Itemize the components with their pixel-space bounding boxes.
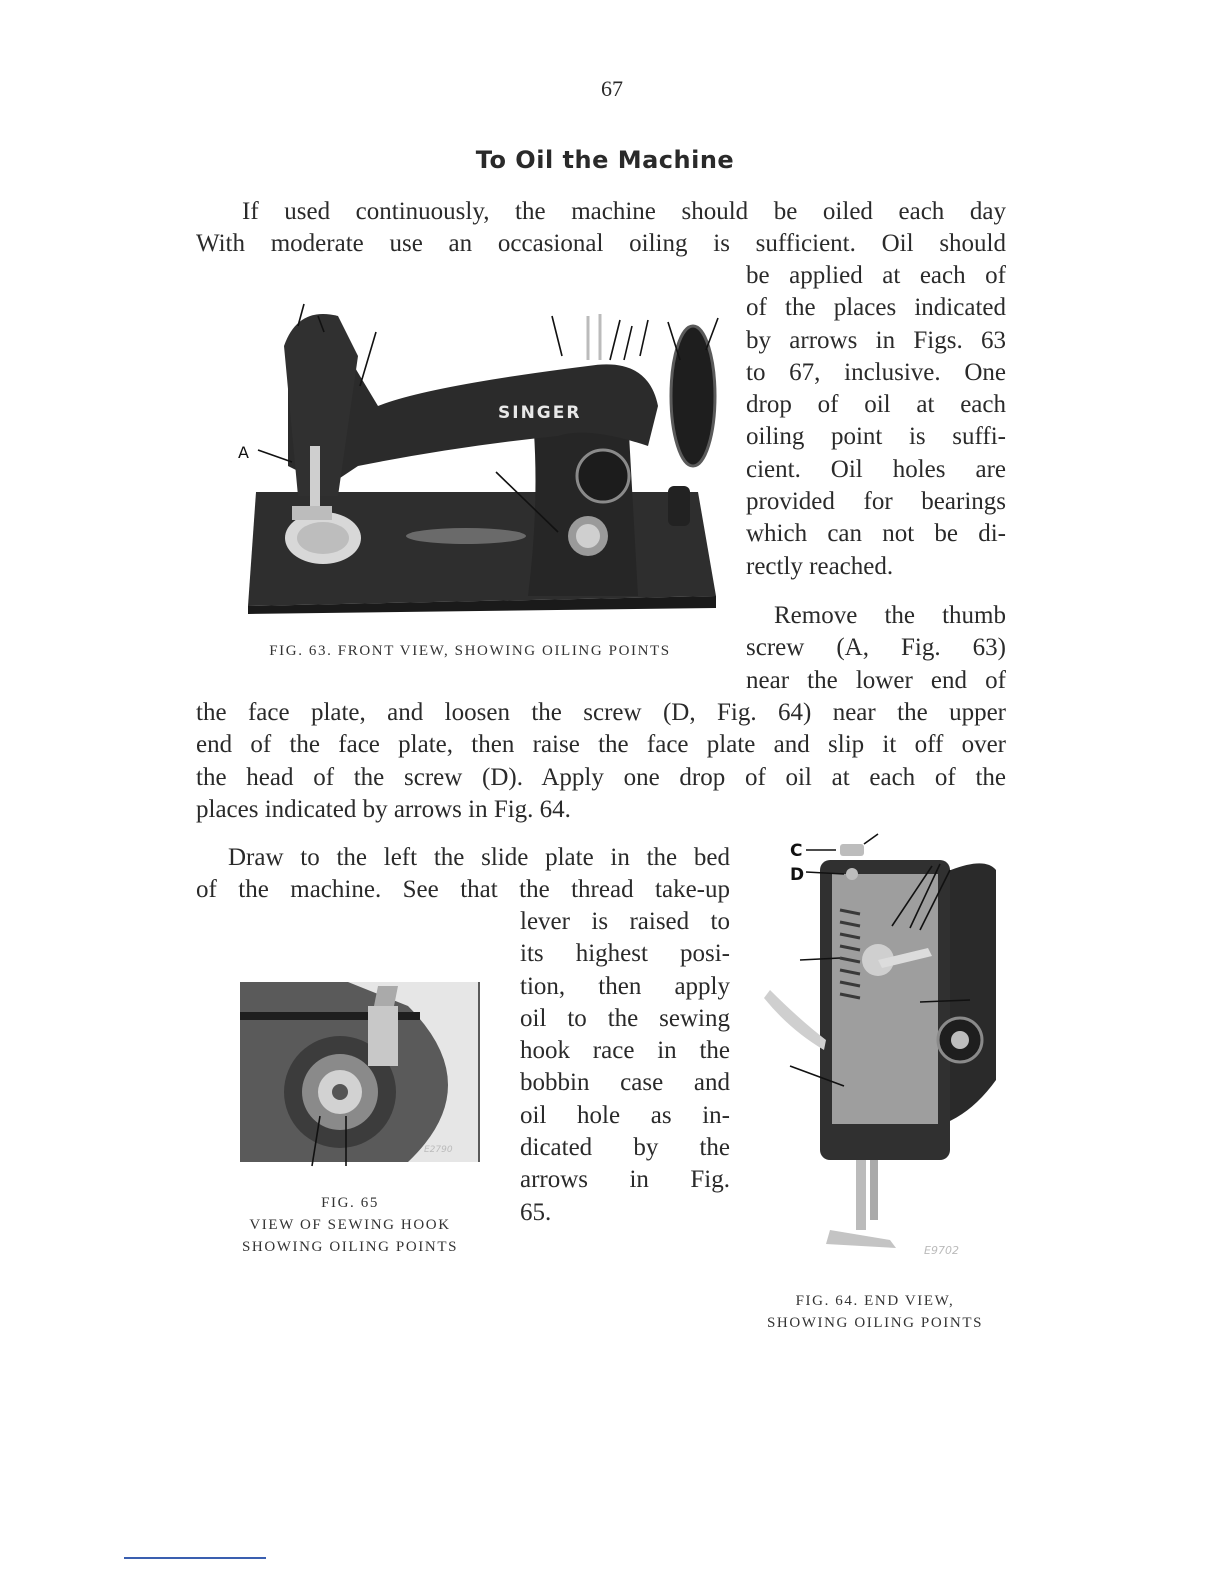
text-line: screw (A, Fig. 63) [746, 634, 1006, 662]
text-line: Draw to the left the slide plate in the bed [228, 844, 730, 871]
figure-63-caption: FIG. 63. FRONT VIEW, SHOWING OILING POINTS [269, 643, 671, 659]
text-line: hook race in the [520, 1037, 730, 1065]
paragraph-1-narrow [746, 260, 1006, 583]
text-line: cient. Oil holes are [746, 455, 1006, 483]
text-line: If used continuously, the machine should be oiled each day [242, 198, 1006, 225]
text-line: bobbin case and [520, 1069, 730, 1097]
figure-65-caption [200, 1192, 500, 1258]
text-line: oil to the sewing [520, 1004, 730, 1032]
singer-brand-text: SINGER [498, 403, 582, 423]
text-line: lever is raised to [520, 908, 730, 935]
text-line: tion, then apply [520, 972, 730, 1000]
footnote-rule [124, 1557, 266, 1559]
text-line: which can not be di- [746, 520, 1006, 548]
label-c: C [790, 841, 803, 861]
presser-foot [826, 1230, 896, 1248]
text-line: oiling point is suffi- [746, 423, 1006, 451]
end-view-illustration [760, 830, 1010, 1270]
text-line: to 67, inclusive. One [746, 358, 1006, 386]
label-d: D [790, 865, 805, 885]
figure-65-serial: E2790 [424, 1145, 453, 1155]
text-line: the face plate, and loosen the screw (D, Fig. 64) near the upper [196, 699, 1006, 726]
text-line: drop of oil at each [746, 391, 1006, 419]
page-number: 67 [601, 76, 623, 101]
text-line: be applied at each of [746, 262, 1006, 289]
figure-65-caption-line2: VIEW OF SEWING HOOK [249, 1217, 451, 1233]
sewing-hook-illustration [228, 966, 490, 1174]
page-title: To Oil the Machine [475, 146, 735, 174]
text-line: With moderate use an occasional oiling is sufficient. Oil should [196, 230, 1006, 258]
paragraph-2-full [196, 697, 1006, 826]
paragraph-3-full [196, 842, 730, 907]
text-line: its highest posi- [520, 940, 730, 968]
text-line: dicated by the [520, 1134, 730, 1162]
figure-64-end-view [760, 830, 1010, 1270]
text-line: end of the face plate, then raise the face plate and slip it off over [196, 731, 1006, 759]
figure-65-caption-line1: FIG. 65 [321, 1195, 379, 1211]
paragraph-3-narrow [520, 906, 730, 1229]
text-line: of the places indicated [746, 294, 1006, 322]
text-line: the head of the screw (D). Apply one drop of oil at each of the [196, 763, 1006, 791]
text-line: of the machine. See that the thread take-up [196, 876, 730, 904]
paragraph-1-full [196, 196, 1006, 261]
figure-64-caption [740, 1290, 1010, 1334]
figure-65-caption-line3: SHOWING OILING POINTS [241, 1239, 459, 1255]
text-line: 65. [520, 1198, 552, 1226]
figure-64-serial: E9702 [924, 1244, 959, 1257]
text-line: rectly reached. [746, 552, 894, 580]
figure-65-sewing-hook [228, 966, 490, 1174]
text-line: by arrows in Figs. 63 [746, 326, 1006, 354]
paragraph-2-narrow [746, 600, 1006, 697]
figure-64-caption-line2: SHOWING OILING POINTS [766, 1315, 984, 1331]
text-line: Remove the thumb [774, 602, 1006, 629]
text-line: near the lower end of [746, 666, 1006, 694]
figure-63-front-view [228, 296, 730, 616]
figure-64-caption-line1: FIG. 64. END VIEW, [795, 1293, 955, 1309]
text-line: provided for bearings [746, 488, 1006, 516]
label-a: A [238, 443, 249, 462]
text-line: places indicated by arrows in Fig. 64. [196, 795, 571, 823]
text-line: arrows in Fig. [520, 1166, 730, 1194]
sewing-machine-front-illustration [228, 296, 730, 616]
text-line: oil hole as in- [520, 1101, 730, 1129]
handwheel [671, 326, 715, 466]
